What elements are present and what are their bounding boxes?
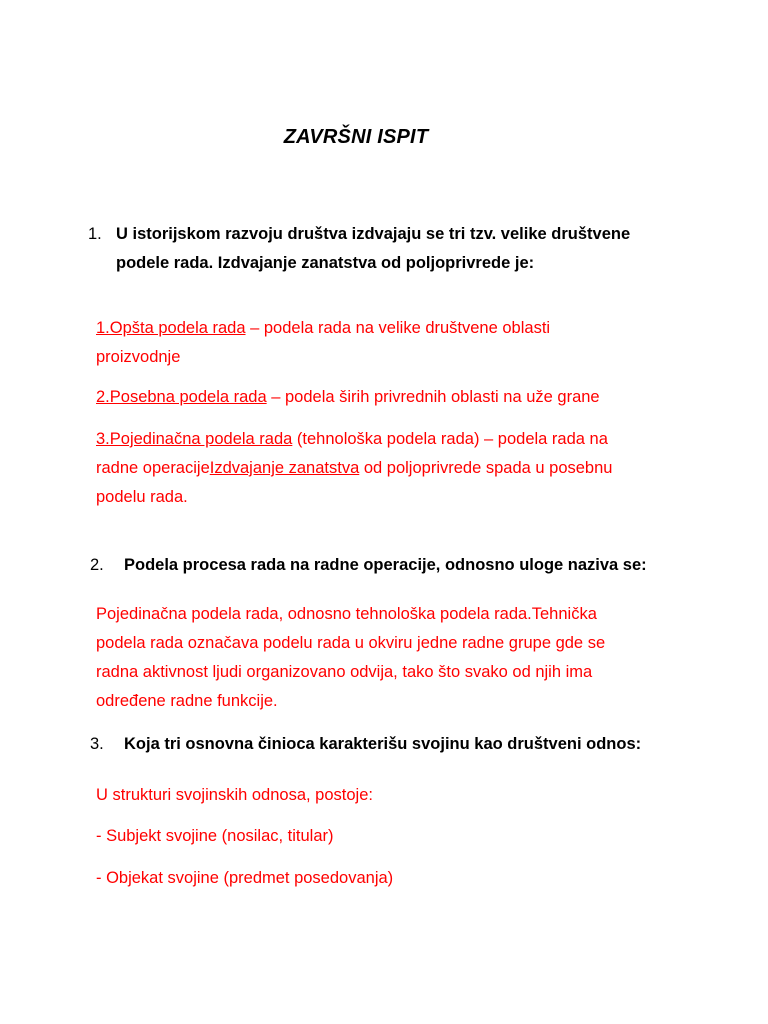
answer-1-item-3-text: (tehnološka podela rada) – podela rada na: [292, 430, 608, 448]
answer-1-item-2-text: – podela širih privrednih oblasti na uže grane: [266, 388, 600, 406]
document-title: ZAVRŠNI ISPIT: [283, 126, 429, 148]
question-1: [88, 220, 631, 278]
answer-2-line-1: Pojedinačna podela rada, odnosno tehnološka podela rada.Tehnička: [96, 605, 597, 623]
answer-1-item-3-line-2-end: od poljoprivrede spada u posebnu: [359, 459, 613, 477]
question-3: [90, 730, 642, 759]
answer-3-item-1: - Subjekt svojine (nosilac, titular): [96, 827, 334, 845]
answer-1-item-1: [96, 314, 696, 372]
answer-2-line-3: radna aktivnost ljudi organizovano odvija, tako što svako od njih ima: [96, 663, 593, 681]
question-1-line-1: U istorijskom razvoju društva izdvajaju se tri tzv. velike društvene: [116, 225, 631, 243]
answer-1-item-3: [96, 425, 696, 512]
answer-3-item-2: - Objekat svojine (predmet posedovanja): [96, 869, 394, 887]
question-1-number: 1.: [88, 225, 102, 243]
answer-2-line-4: određene radne funkcije.: [96, 692, 278, 710]
question-2-number: 2.: [90, 556, 104, 574]
question-3-text: Koja tri osnovna činioca karakterišu svojinu kao društveni odnos:: [124, 735, 642, 753]
question-2: [90, 551, 647, 580]
answer-2-line-2: podela rada označava podelu rada u okviru jedne radne grupe gde se: [96, 634, 606, 652]
answer-1-item-3-line-3: podelu rada.: [96, 488, 188, 506]
answer-1-item-1-text: – podela rada na velike društvene oblasti: [245, 319, 551, 337]
answer-1-item-3-line-2-term: Izdvajanje zanatstva: [209, 459, 360, 477]
answer-1-item-2-term: 2.Posebna podela rada: [96, 388, 267, 406]
answer-1-item-1-term: 1.Opšta podela rada: [96, 319, 246, 337]
question-1-line-2: podele rada. Izdvajanje zanatstva od poljoprivrede je:: [116, 254, 535, 272]
answer-1-item-2: [96, 383, 696, 412]
answer-1-item-3-line-2-start: radne operacije: [96, 459, 210, 477]
answer-1-item-1-line-2: proizvodnje: [96, 348, 181, 366]
answer-3-intro: U strukturi svojinskih odnosa, postoje:: [96, 786, 373, 804]
question-2-text: Podela procesa rada na radne operacije, odnosno uloge naziva se:: [124, 556, 647, 574]
answer-1-item-3-term: 3.Pojedinačna podela rada: [96, 430, 293, 448]
answer-2: [96, 600, 696, 716]
question-3-number: 3.: [90, 735, 104, 753]
